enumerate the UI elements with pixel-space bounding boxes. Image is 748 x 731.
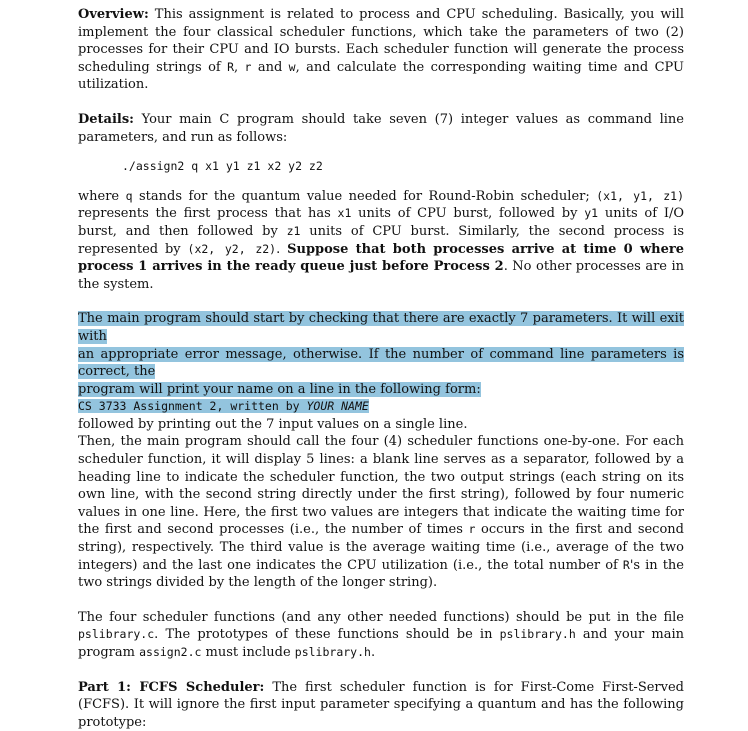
parameters-paragraph: where q stands for the quantum value needed for Round-Robin scheduler; (x1, y1, z1) represents the first process that has x1 units of CPU burst, followed by y1 units of I/O burst, and then followed by z1 units of CPU burst. Similarly, the second process is represented by (x2, y2, z2). Suppose that both processes arrive at time 0 where process 1 arrives in the ready queue just before Process 2. No other processes are in the system. — [78, 188, 685, 292]
name-format-line: CS 3733 Assignment 2, written by YOUR NAME — [78, 399, 369, 414]
details-paragraph: Details: Your main C program should take seven (7) integer values as command line parameters, and run as follows: — [78, 111, 684, 145]
arrival-assumption: Suppose that both processes arrive at time 0 where process 1 arrives in the ready queue just before Process 2 — [78, 241, 684, 275]
files-paragraph: The four scheduler functions (and any other needed functions) should be put in the file pslibrary.c. The prototypes of these functions should be in pslibrary.h and your main program assign2.c must include pslibrary.h. — [78, 609, 684, 660]
highlighted-text: The main program should start by checking that there are exactly 7 parameters. It will exit with — [78, 311, 684, 344]
main-program-paragraph: The main program should start by checking that there are exactly 7 parameters. It will exit with an appropriate error message, otherwise. If the number of command line parameters is correct, the program will print your name on a line in the following form: CS 3733 Assignment 2, written by YOUR NAME followed by printing out the 7 input values on a single line. Then, the main program should call the four (4) scheduler functions one-by-one. For each scheduler function, it will display 5 lines: a blank line serves as a separator, followed by a heading line to indicate the scheduler function, the two output strings (each string on its own line, with the second string directly under the first string), followed by four numeric values in one line. Here, the first two values are integers that indicate the waiting time for the first and second processes (i.e., the number of times r occurs in the first and second string), respectively. The third value is the average waiting time (i.e., average of the two integers) and the last one indicates the CPU utilization (i.e., the total number of R's in the two strings divided by the length of the longer string). — [78, 311, 684, 591]
details-heading: Details: — [78, 111, 134, 127]
overview-heading: Overview: — [78, 7, 149, 22]
command-line-example: ./assign2 q x1 y1 z1 x2 y2 z2 — [122, 159, 323, 174]
part1-paragraph: Part 1: FCFS Scheduler: The first scheduler function is for First-Come First-Served (FCFS). It will ignore the first input parameter specifying a quantum and has the following prototype: — [78, 679, 684, 730]
part1-heading: Part 1: FCFS Scheduler: — [78, 679, 265, 695]
overview-paragraph: Overview: This assignment is related to process and CPU scheduling. Basically, you will implement the four classical scheduler functions, which take the parameters of two (2) processes for their CPU and IO bursts. Each scheduler function will generate the process scheduling strings of R, r and w, and calculate the corresponding waiting time and CPU utilization. — [78, 7, 684, 93]
document-page — [78, 6, 684, 731]
